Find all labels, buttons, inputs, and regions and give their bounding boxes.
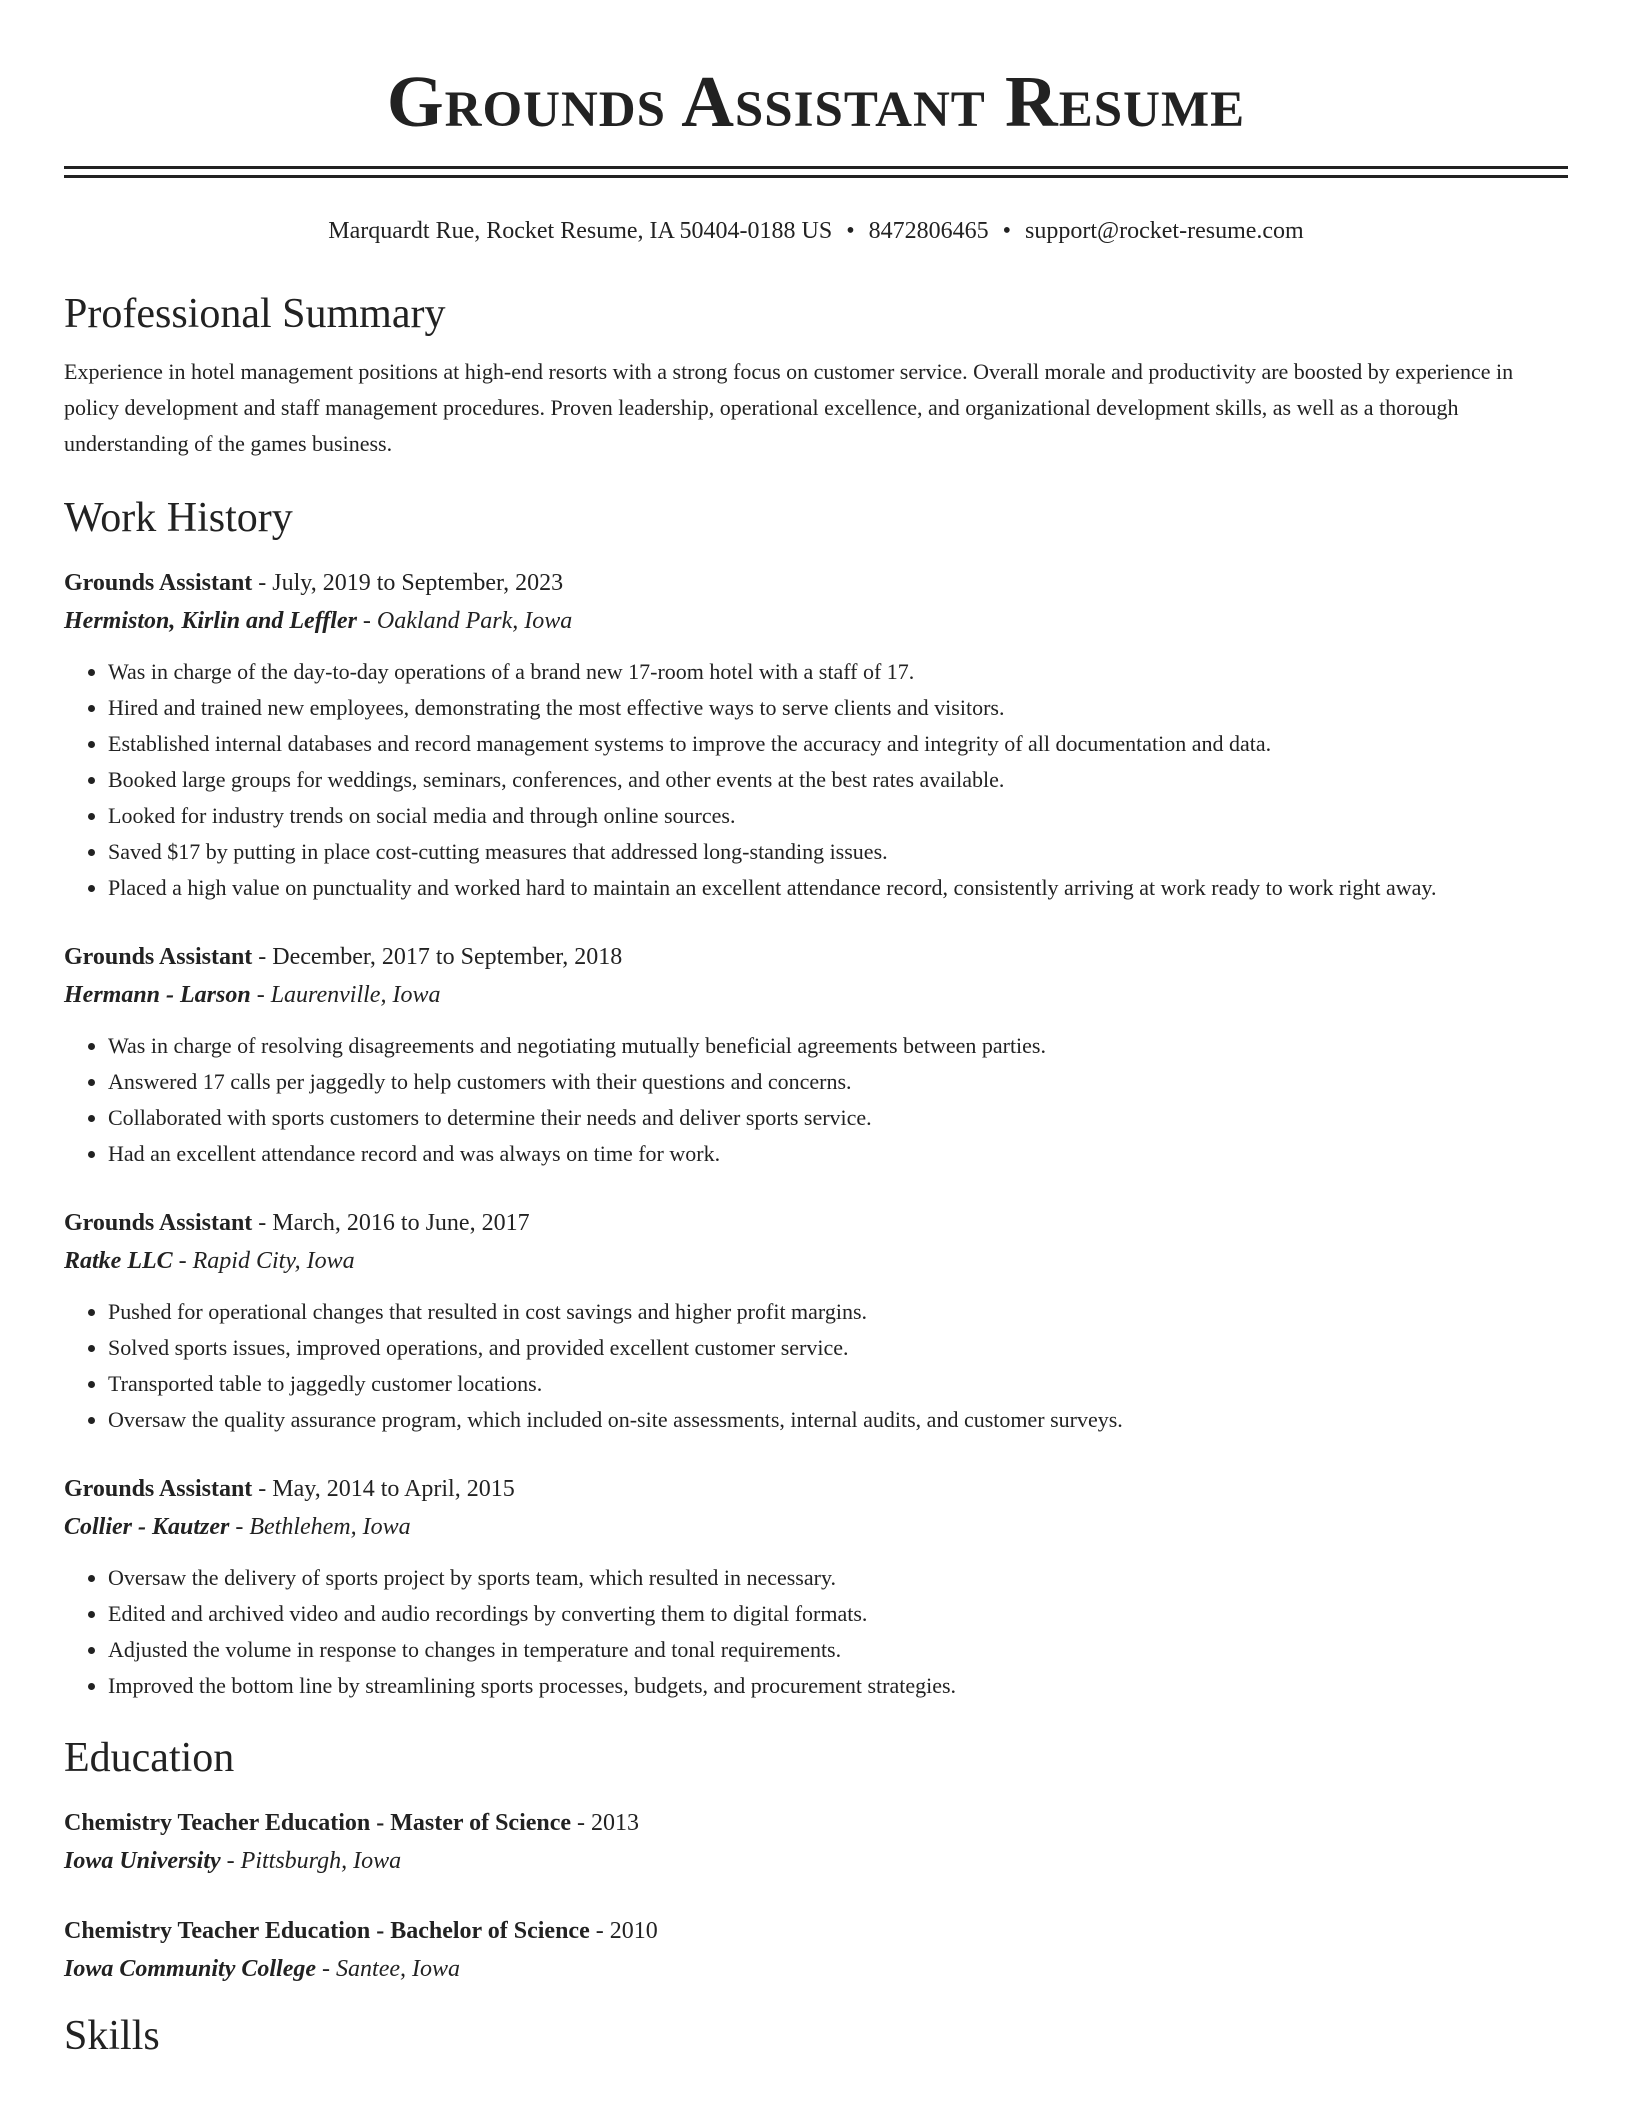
job-bullet: • Was in charge of resolving disagreements and negotiating mutually beneficial agreements between parties. xyxy=(108,1028,1568,1064)
job-bullet: • Solved sports issues, improved operations, and provided excellent customer service. xyxy=(108,1330,1568,1366)
job-entry xyxy=(64,1470,1568,1704)
job-bullet: • Edited and archived video and audio recordings by converting them to digital formats. xyxy=(108,1596,1568,1632)
job-dates: - July, 2019 to September, 2023 xyxy=(252,570,564,596)
job-title: Grounds Assistant xyxy=(64,1210,253,1236)
degree-year: - 2013 xyxy=(571,1810,640,1836)
job-bullet: • Had an excellent attendance record and was always on time for work. xyxy=(108,1136,1568,1172)
job-bullet: • Improved the bottom line by streamlining sports processes, budgets, and procurement strategies. xyxy=(108,1668,1568,1704)
contact-address: Marquardt Rue, Rocket Resume, IA 50404-0188 US xyxy=(328,218,833,244)
job-title-line xyxy=(64,564,1568,602)
company-line xyxy=(64,1242,1568,1280)
company-name: Ratke LLC xyxy=(64,1248,173,1274)
job-bullet: • Saved $17 by putting in place cost-cutting measures that addressed long-standing issues. xyxy=(108,834,1568,870)
contact-separator: • xyxy=(1002,218,1012,244)
company-name: Hermann - Larson xyxy=(64,982,251,1008)
job-title: Grounds Assistant xyxy=(64,570,253,596)
job-title-line xyxy=(64,938,1568,976)
summary-heading: Professional Summary xyxy=(64,291,446,337)
degree-line xyxy=(64,1912,1568,1950)
degree-year: - 2010 xyxy=(589,1918,658,1944)
company-location: - Bethlehem, Iowa xyxy=(229,1514,411,1540)
job-bullet: • Placed a high value on punctuality and worked hard to maintain an excellent attendance record, consistently arriving at work ready to work right away. xyxy=(108,870,1568,906)
work-history-heading: Work History xyxy=(64,495,293,541)
contact-email: support@rocket-resume.com xyxy=(1025,218,1304,244)
job-bullet: • Answered 17 calls per jaggedly to help customers with their questions and concerns. xyxy=(108,1064,1568,1100)
title-divider-bottom xyxy=(64,175,1568,178)
job-bullet: • Pushed for operational changes that resulted in cost savings and higher profit margins. xyxy=(108,1294,1568,1330)
job-bullets xyxy=(64,1028,1568,1172)
job-bullet: • Looked for industry trends on social media and through online sources. xyxy=(108,798,1568,834)
job-dates: - December, 2017 to September, 2018 xyxy=(252,944,623,970)
job-bullet: • Transported table to jaggedly customer locations. xyxy=(108,1366,1568,1402)
summary-text: Experience in hotel management positions at high-end resorts with a strong focus on customer service. Overall morale and productivity are boosted by experience in policy development and staff management procedures. Proven leadership, operational excellence, and organizational development skills, as well as a thorough understanding of the games business. xyxy=(64,359,1514,456)
skills-heading: Skills xyxy=(64,2013,160,2059)
school-line xyxy=(64,1950,1568,1988)
job-bullet: • Oversaw the quality assurance program, which included on-site assessments, internal audits, and customer surveys. xyxy=(108,1402,1568,1438)
job-title-line xyxy=(64,1470,1568,1508)
education-heading: Education xyxy=(64,1735,235,1781)
job-title: Grounds Assistant xyxy=(64,1476,253,1502)
school-name: Iowa University xyxy=(64,1848,221,1874)
school-line xyxy=(64,1842,1568,1880)
company-line xyxy=(64,976,1568,1014)
job-bullets xyxy=(64,1294,1568,1438)
company-name: Hermiston, Kirlin and Leffler xyxy=(64,608,357,634)
school-location: - Santee, Iowa xyxy=(316,1956,460,1982)
job-bullet: • Established internal databases and record management systems to improve the accuracy and integrity of all documentation and data. xyxy=(108,726,1568,762)
job-bullet: • Hired and trained new employees, demonstrating the most effective ways to serve clients and visitors. xyxy=(108,690,1568,726)
job-bullet: • Was in charge of the day-to-day operations of a brand new 17-room hotel with a staff of 17. xyxy=(108,654,1568,690)
school-location: - Pittsburgh, Iowa xyxy=(220,1848,402,1874)
company-name: Collier - Kautzer xyxy=(64,1514,230,1540)
company-line xyxy=(64,602,1568,640)
education-entry xyxy=(64,1912,1568,1988)
company-line xyxy=(64,1508,1568,1546)
job-bullets xyxy=(64,1560,1568,1704)
job-entry xyxy=(64,1204,1568,1438)
degree-name: Chemistry Teacher Education - Bachelor of Science xyxy=(64,1918,590,1944)
job-dates: - May, 2014 to April, 2015 xyxy=(252,1476,515,1502)
job-bullet: • Booked large groups for weddings, seminars, conferences, and other events at the best rates available. xyxy=(108,762,1568,798)
company-location: - Laurenville, Iowa xyxy=(250,982,441,1008)
job-title-line xyxy=(64,1204,1568,1242)
company-location: - Oakland Park, Iowa xyxy=(356,608,573,634)
contact-phone: 8472806465 xyxy=(868,218,989,244)
education-entry xyxy=(64,1804,1568,1880)
degree-line xyxy=(64,1804,1568,1842)
degree-name: Chemistry Teacher Education - Master of Science xyxy=(64,1810,572,1836)
job-bullet: • Oversaw the delivery of sports project by sports team, which resulted in necessary. xyxy=(108,1560,1568,1596)
title-divider-top xyxy=(64,166,1568,169)
company-location: - Rapid City, Iowa xyxy=(172,1248,355,1274)
contact-line xyxy=(64,214,1568,248)
job-entry xyxy=(64,564,1568,906)
resume-title: Grounds Assistant Resume xyxy=(386,61,1246,142)
job-dates: - March, 2016 to June, 2017 xyxy=(252,1210,530,1236)
job-bullet: • Adjusted the volume in response to changes in temperature and tonal requirements. xyxy=(108,1632,1568,1668)
job-title: Grounds Assistant xyxy=(64,944,253,970)
contact-separator: • xyxy=(846,218,855,244)
job-bullet: • Collaborated with sports customers to determine their needs and deliver sports service. xyxy=(108,1100,1568,1136)
job-bullets xyxy=(64,654,1568,906)
school-name: Iowa Community College xyxy=(64,1956,317,1982)
job-entry xyxy=(64,938,1568,1172)
